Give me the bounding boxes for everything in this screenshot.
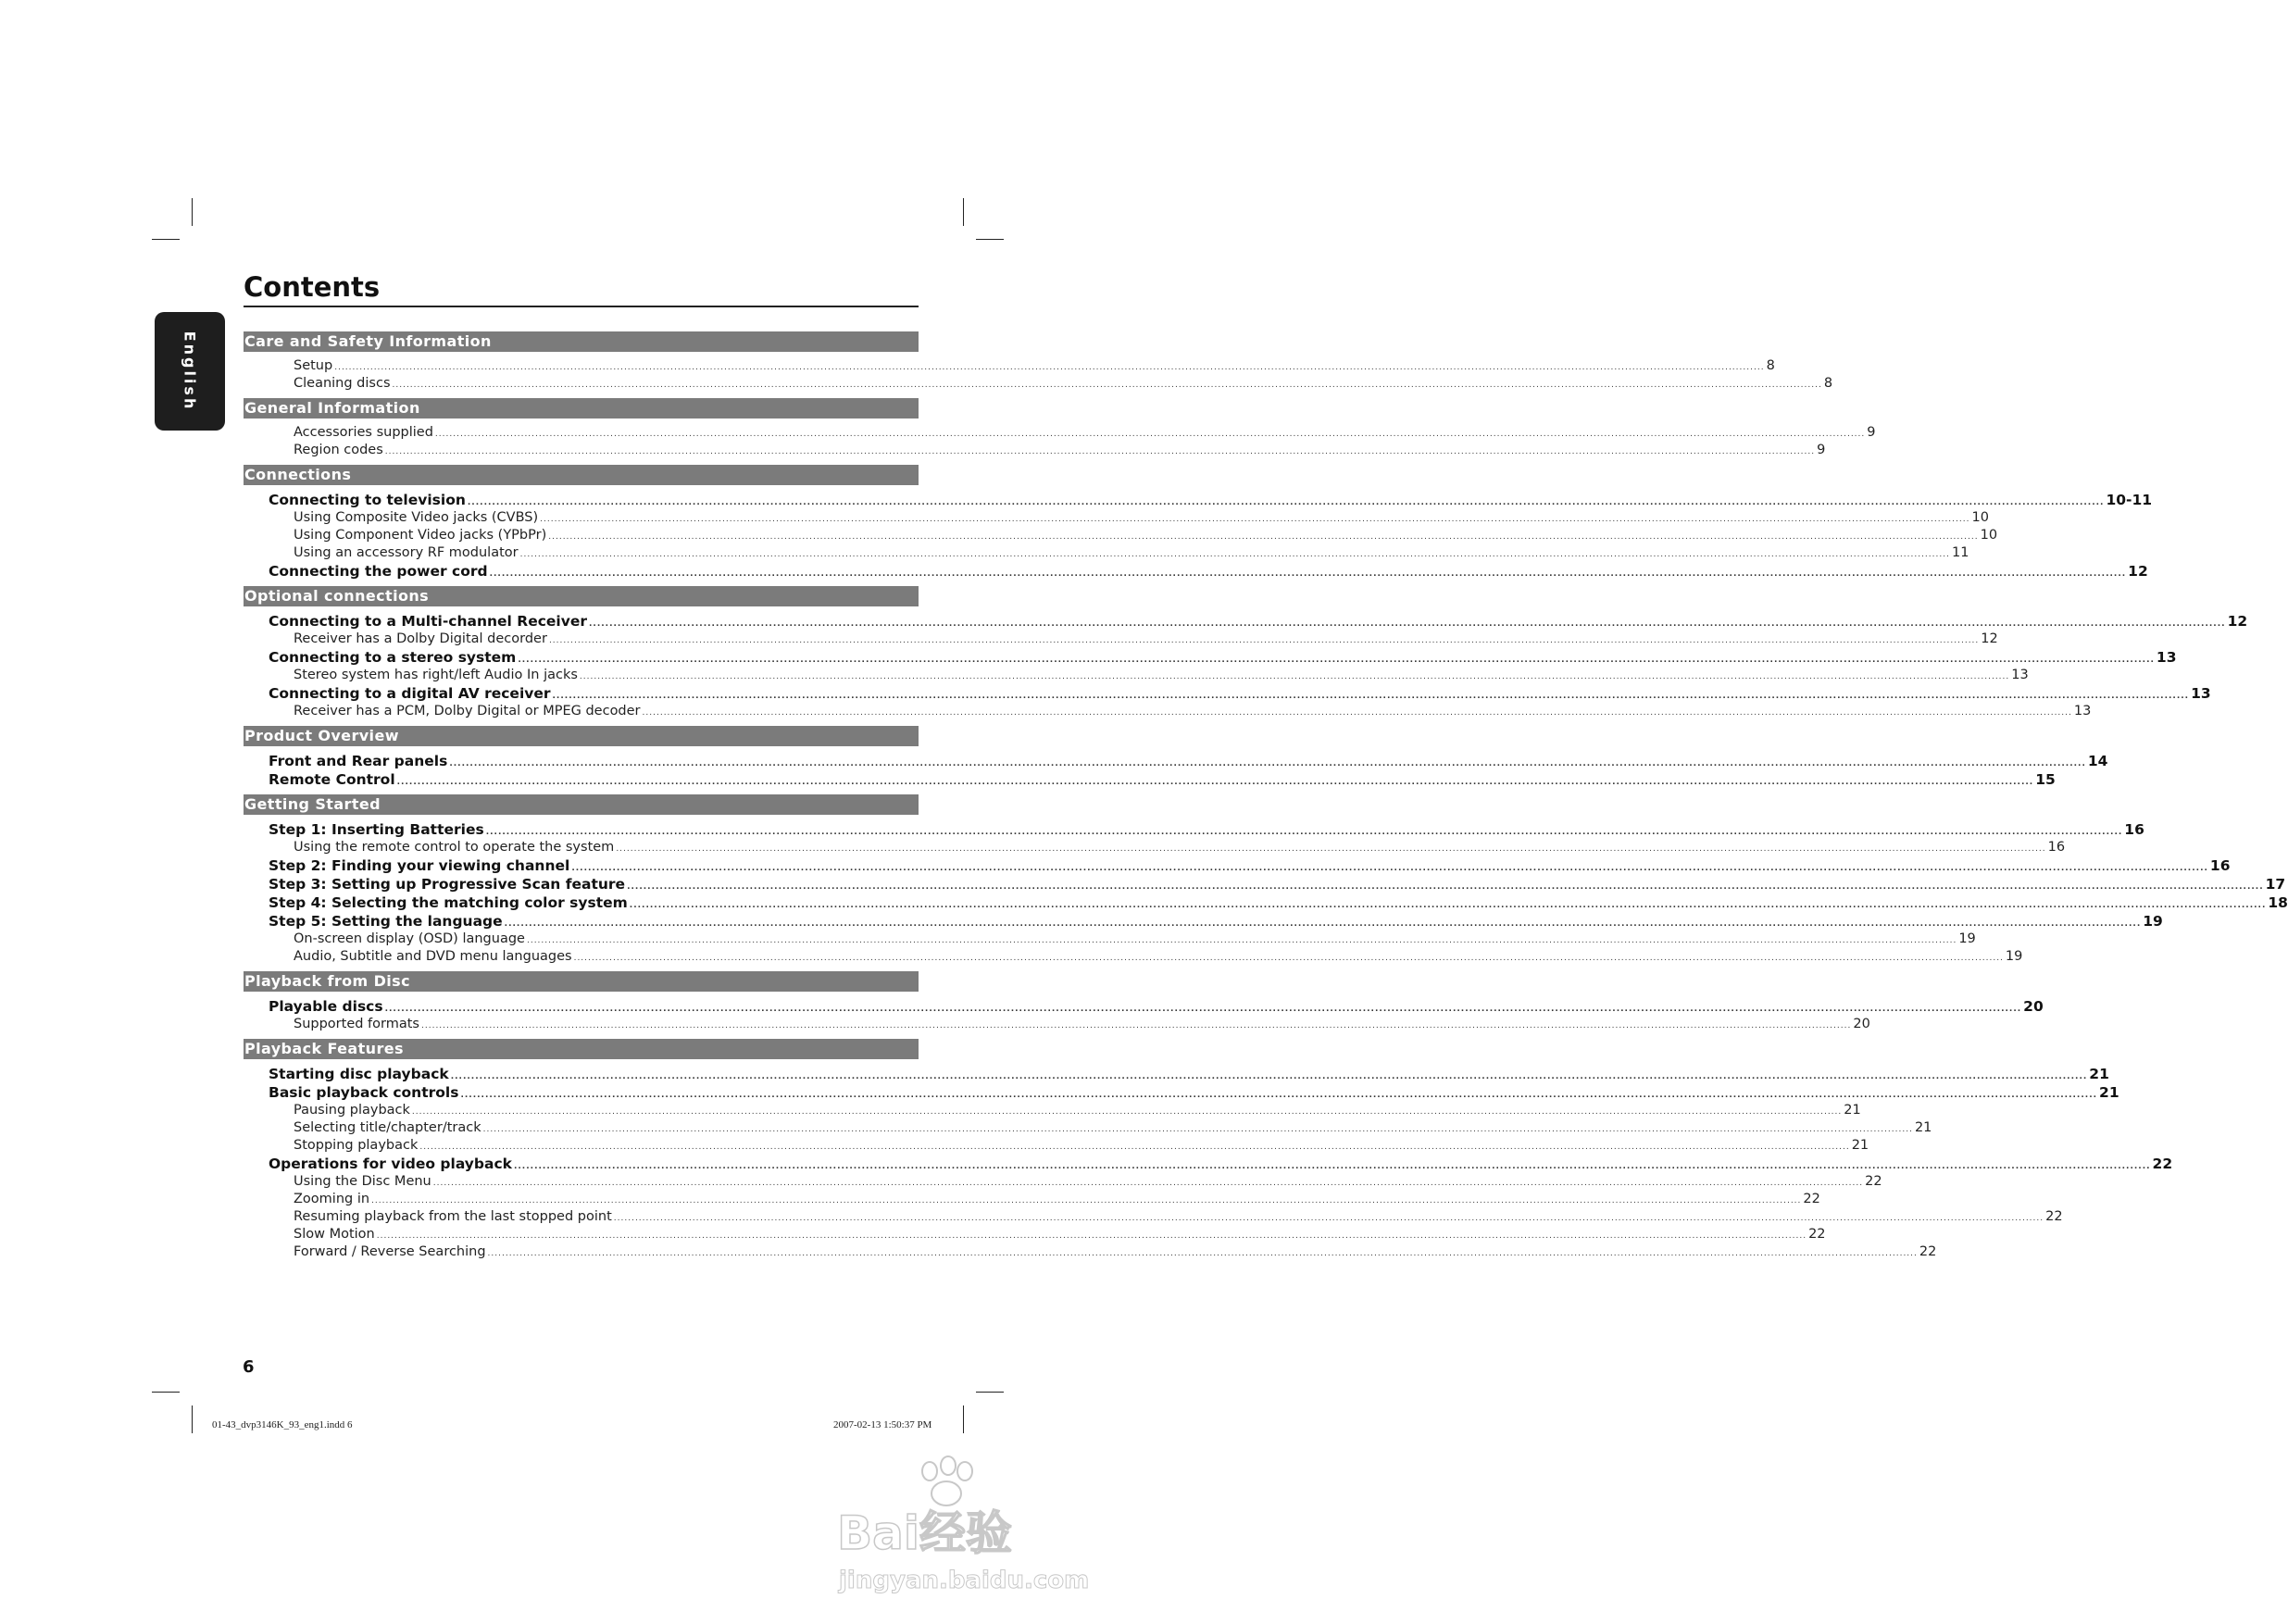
toc-subentry <box>244 1208 2063 1226</box>
entry-label: Accessories supplied <box>294 425 433 440</box>
entry-label: Selecting title/chapter/track <box>294 1120 481 1135</box>
page-number: 6 <box>243 1357 255 1377</box>
entry-page-number: 21 <box>2089 1066 2109 1082</box>
toc-subentry <box>244 631 1998 648</box>
dot-leader: ................................................................................................................................................................................................................................................................................................................................................................................................................ <box>588 619 2226 629</box>
entry-label: Stopping playback <box>294 1138 419 1153</box>
section-header: Getting Started <box>244 794 919 815</box>
toc-entry <box>244 491 2153 509</box>
dot-leader: ................................................................................................................................................................................................................................................................................................................................................................................................................ <box>573 954 2004 963</box>
dot-leader: ................................................................................................................................................................................................................................................................................................................................................................................................................ <box>571 864 2208 873</box>
entry-page-number: 16 <box>2124 821 2144 838</box>
entry-label: Basic playback controls <box>269 1084 459 1101</box>
dot-leader: ................................................................................................................................................................................................................................................................................................................................................................................................................ <box>548 636 1980 645</box>
toc-subentry <box>244 1102 1861 1119</box>
entry-page-number: 16 <box>2047 840 2066 855</box>
baidu-watermark <box>819 1458 1115 1606</box>
toc-subentry <box>244 703 2092 720</box>
dot-leader: ................................................................................................................................................................................................................................................................................................................................................................................................................ <box>518 656 2155 665</box>
entry-label: Using the remote control to operate the system <box>294 840 615 855</box>
language-tab-label: English <box>181 331 199 412</box>
dot-leader: ................................................................................................................................................................................................................................................................................................................................................................................................................ <box>616 844 2046 854</box>
toc-subentry <box>244 1119 1932 1137</box>
toc-entry <box>244 893 2288 912</box>
toc-entry <box>244 752 2108 770</box>
entry-page-number: 20 <box>2023 998 2044 1015</box>
entry-page-number: 17 <box>2265 876 2286 893</box>
entry-label: Front and Rear panels <box>269 753 448 769</box>
paw-icon <box>922 1456 972 1505</box>
entry-label: Resuming playback from the last stopped point <box>294 1209 612 1224</box>
entry-page-number: 22 <box>1919 1244 1937 1259</box>
crop-mark <box>152 1392 180 1393</box>
toc-subentry <box>244 375 1833 393</box>
dot-leader: ................................................................................................................................................................................................................................................................................................................................................................................................................ <box>371 1196 1802 1206</box>
entry-page-number: 19 <box>2143 913 2163 930</box>
entry-page-number: 20 <box>1853 1017 1870 1031</box>
section-entries <box>244 1065 2173 1261</box>
toc-entry <box>244 912 2163 931</box>
dot-leader: ................................................................................................................................................................................................................................................................................................................................................................................................................ <box>487 1249 1918 1258</box>
toc-entry <box>244 1065 2109 1083</box>
entry-label: Cleaning discs <box>294 376 391 391</box>
dot-leader: ................................................................................................................................................................................................................................................................................................................................................................................................................ <box>334 363 1765 372</box>
entry-label: Connecting the power cord <box>269 563 488 580</box>
dot-leader: ................................................................................................................................................................................................................................................................................................................................................................................................................ <box>421 1021 1852 1031</box>
dot-leader: ................................................................................................................................................................................................................................................................................................................................................................................................................ <box>540 515 1970 524</box>
section-entries <box>244 357 1833 393</box>
watermark-url: jingyan.baidu.com <box>839 1567 1090 1594</box>
toc-subentry <box>244 544 1969 562</box>
toc-subentry <box>244 839 2066 856</box>
entry-page-number: 9 <box>1867 425 1876 440</box>
entry-page-number: 8 <box>1823 376 1833 391</box>
toc-subentry <box>244 424 1876 442</box>
dot-leader: ................................................................................................................................................................................................................................................................................................................................................................................................................ <box>519 550 1950 559</box>
entry-page-number: 13 <box>2011 668 2029 682</box>
toc-subentry <box>244 1137 1869 1155</box>
entry-label: Playable discs <box>269 998 383 1015</box>
watermark-mark: Bai经验 <box>837 1506 1012 1560</box>
entry-label: Step 1: Inserting Batteries <box>269 821 484 838</box>
dot-leader: ................................................................................................................................................................................................................................................................................................................................................................................................................ <box>419 1143 1850 1152</box>
print-slug-file: 01-43_dvp3146K_93_eng1.indd 6 <box>212 1419 353 1430</box>
toc-entry <box>244 648 2177 667</box>
page-title: Contents <box>244 271 381 303</box>
toc-subentry <box>244 509 1989 527</box>
section-entries <box>244 491 2153 581</box>
entry-page-number: 21 <box>1844 1103 1861 1118</box>
dot-leader: ................................................................................................................................................................................................................................................................................................................................................................................................................ <box>526 936 1957 945</box>
crop-mark <box>152 239 180 240</box>
dot-leader: ................................................................................................................................................................................................................................................................................................................................................................................................................ <box>376 1231 1807 1241</box>
section-entries <box>244 612 2248 720</box>
section-entries <box>244 997 2044 1033</box>
section-entries <box>244 820 2288 966</box>
entry-label: Connecting to a digital AV receiver <box>269 685 551 702</box>
entry-label: Pausing playback <box>294 1103 410 1118</box>
dot-leader: ................................................................................................................................................................................................................................................................................................................................................................................................................ <box>482 1125 1913 1134</box>
entry-page-number: 19 <box>2005 949 2023 964</box>
toc-subentry <box>244 1173 1882 1191</box>
dot-leader: ................................................................................................................................................................................................................................................................................................................................................................................................................ <box>552 692 2190 701</box>
entry-label: On-screen display (OSD) language <box>294 931 525 946</box>
toc-subentry <box>244 1191 1820 1208</box>
entry-page-number: 13 <box>2156 649 2177 666</box>
toc-entry <box>244 562 2148 581</box>
toc-entry <box>244 612 2248 631</box>
crop-mark <box>963 1405 964 1433</box>
dot-leader: ................................................................................................................................................................................................................................................................................................................................................................................................................ <box>460 1091 2098 1100</box>
entry-label: Using Component Video jacks (YPbPr) <box>294 528 547 543</box>
entry-label: Starting disc playback <box>269 1066 449 1082</box>
dot-leader: ................................................................................................................................................................................................................................................................................................................................................................................................................ <box>642 708 2072 718</box>
entry-page-number: 21 <box>1914 1120 1932 1135</box>
entry-page-number: 15 <box>2035 771 2056 788</box>
entry-label: Connecting to a stereo system <box>269 649 517 666</box>
dot-leader: ................................................................................................................................................................................................................................................................................................................................................................................................................ <box>450 1072 2088 1081</box>
dot-leader: ................................................................................................................................................................................................................................................................................................................................................................................................................ <box>579 672 2010 681</box>
entry-label: Supported formats <box>294 1017 419 1031</box>
entry-label: Receiver has a PCM, Dolby Digital or MPEG decoder <box>294 704 641 718</box>
section-entries <box>244 424 1876 459</box>
toc-entry <box>244 875 2286 893</box>
section-header: Playback from Disc <box>244 971 919 992</box>
entry-label: Forward / Reverse Searching <box>294 1244 486 1259</box>
toc-entry <box>244 1155 2173 1173</box>
entry-label: Audio, Subtitle and DVD menu languages <box>294 949 572 964</box>
dot-leader: ................................................................................................................................................................................................................................................................................................................................................................................................................ <box>396 778 2034 787</box>
crop-mark <box>963 198 964 226</box>
entry-page-number: 12 <box>2128 563 2148 580</box>
title-rule <box>244 306 919 307</box>
entry-label: Step 2: Finding your viewing channel <box>269 857 570 874</box>
dot-leader: ................................................................................................................................................................................................................................................................................................................................................................................................................ <box>411 1107 1843 1117</box>
entry-label: Connecting to television <box>269 492 466 508</box>
entry-page-number: 10-11 <box>2106 492 2153 508</box>
crop-mark <box>976 239 1004 240</box>
dot-leader: ................................................................................................................................................................................................................................................................................................................................................................................................................ <box>513 1162 2151 1171</box>
section-header: Care and Safety Information <box>244 331 919 352</box>
entry-page-number: 10 <box>1980 528 1998 543</box>
entry-page-number: 14 <box>2087 753 2108 769</box>
section-header: Product Overview <box>244 726 919 746</box>
table-of-contents <box>244 331 2288 1267</box>
entry-label: Operations for video playback <box>269 1156 512 1172</box>
entry-page-number: 21 <box>2099 1084 2119 1101</box>
toc-subentry <box>244 442 1826 459</box>
entry-page-number: 16 <box>2209 857 2231 874</box>
entry-page-number: 22 <box>1808 1227 1826 1242</box>
entry-page-number: 8 <box>1766 358 1775 373</box>
dot-leader: ................................................................................................................................................................................................................................................................................................................................................................................................................ <box>392 381 1822 390</box>
section-entries <box>244 752 2108 789</box>
print-slug-timestamp: 2007-02-13 1:50:37 PM <box>833 1419 932 1430</box>
entry-page-number: 10 <box>1971 510 1989 525</box>
dot-leader: ................................................................................................................................................................................................................................................................................................................................................................................................................ <box>613 1214 2044 1223</box>
entry-label: Receiver has a Dolby Digital decorder <box>294 631 547 646</box>
dot-leader: ................................................................................................................................................................................................................................................................................................................................................................................................................ <box>504 919 2142 929</box>
section-header: Playback Features <box>244 1039 919 1059</box>
dot-leader: ................................................................................................................................................................................................................................................................................................................................................................................................................ <box>449 759 2086 768</box>
entry-label: Connecting to a Multi-channel Receiver <box>269 613 587 630</box>
section-header: General Information <box>244 398 919 418</box>
entry-label: Using an accessory RF modulator <box>294 545 519 560</box>
entry-label: Region codes <box>294 443 383 457</box>
entry-label: Remote Control <box>269 771 395 788</box>
entry-page-number: 13 <box>2191 685 2211 702</box>
toc-entry <box>244 1083 2119 1102</box>
entry-page-number: 22 <box>1803 1192 1820 1206</box>
entry-label: Stereo system has right/left Audio In jacks <box>294 668 578 682</box>
crop-mark <box>192 198 193 226</box>
toc-entry <box>244 856 2231 875</box>
dot-leader: ................................................................................................................................................................................................................................................................................................................................................................................................................ <box>432 1179 1864 1188</box>
toc-entry <box>244 997 2044 1016</box>
toc-subentry <box>244 1243 1937 1261</box>
toc-subentry <box>244 948 2023 966</box>
toc-entry <box>244 684 2211 703</box>
crop-mark <box>192 1405 193 1433</box>
toc-entry <box>244 770 2056 789</box>
section-header: Connections <box>244 465 919 485</box>
dot-leader: ................................................................................................................................................................................................................................................................................................................................................................................................................ <box>627 882 2264 892</box>
entry-label: Zooming in <box>294 1192 370 1206</box>
toc-subentry <box>244 357 1775 375</box>
toc-subentry <box>244 1016 1870 1033</box>
entry-page-number: 21 <box>1851 1138 1869 1153</box>
toc-subentry <box>244 1226 1826 1243</box>
dot-leader: ................................................................................................................................................................................................................................................................................................................................................................................................................ <box>434 430 1866 439</box>
section-header: Optional connections <box>244 586 919 606</box>
entry-page-number: 11 <box>1951 545 1969 560</box>
dot-leader: ................................................................................................................................................................................................................................................................................................................................................................................................................ <box>384 447 1816 456</box>
entry-label: Step 5: Setting the language <box>269 913 503 930</box>
entry-page-number: 22 <box>2152 1156 2173 1172</box>
toc-entry <box>244 820 2144 839</box>
toc-subentry <box>244 931 1976 948</box>
toc-subentry <box>244 527 1998 544</box>
entry-page-number: 13 <box>2073 704 2092 718</box>
entry-page-number: 12 <box>1981 631 1998 646</box>
entry-page-number: 12 <box>2227 613 2248 630</box>
dot-leader: ................................................................................................................................................................................................................................................................................................................................................................................................................ <box>489 569 2127 579</box>
entry-label: Using the Disc Menu <box>294 1174 431 1189</box>
toc-subentry <box>244 667 2029 684</box>
entry-page-number: 22 <box>1865 1174 1882 1189</box>
dot-leader: ................................................................................................................................................................................................................................................................................................................................................................................................................ <box>467 498 2105 507</box>
entry-label: Using Composite Video jacks (CVBS) <box>294 510 539 525</box>
dot-leader: ................................................................................................................................................................................................................................................................................................................................................................................................................ <box>629 901 2267 910</box>
crop-mark <box>976 1392 1004 1393</box>
dot-leader: ................................................................................................................................................................................................................................................................................................................................................................................................................ <box>384 1005 2022 1014</box>
entry-label: Step 4: Selecting the matching color system <box>269 894 628 911</box>
dot-leader: ................................................................................................................................................................................................................................................................................................................................................................................................................ <box>548 532 1979 542</box>
entry-label: Step 3: Setting up Progressive Scan feature <box>269 876 626 893</box>
dot-leader: ................................................................................................................................................................................................................................................................................................................................................................................................................ <box>485 828 2123 837</box>
entry-label: Slow Motion <box>294 1227 375 1242</box>
entry-page-number: 19 <box>1958 931 1976 946</box>
entry-page-number: 9 <box>1817 443 1826 457</box>
language-tab <box>155 312 225 431</box>
entry-label: Setup <box>294 358 333 373</box>
entry-page-number: 22 <box>2045 1209 2063 1224</box>
entry-page-number: 18 <box>2268 894 2288 911</box>
